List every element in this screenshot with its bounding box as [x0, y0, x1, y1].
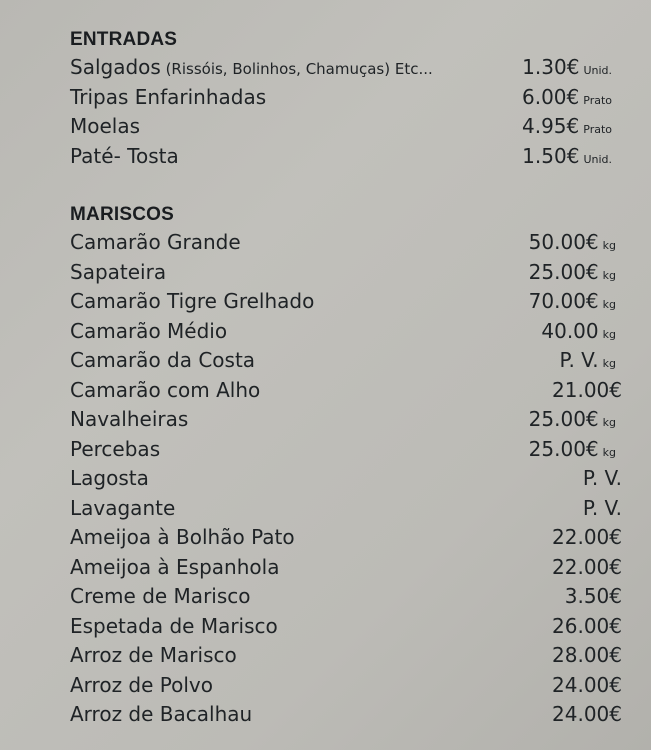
- menu-item: [70, 612, 622, 642]
- item-name: Percebas: [70, 436, 161, 461]
- item-price: 26.00€: [552, 613, 622, 638]
- item-unit: Prato: [583, 123, 612, 136]
- section-title: ENTRADAS: [70, 29, 178, 50]
- item-price: 25.00€: [528, 407, 599, 431]
- menu-item: [70, 228, 616, 258]
- item-price: 6.00€: [521, 84, 580, 109]
- item-unit: Unid.: [583, 64, 612, 77]
- item-price: 22.00€: [552, 525, 622, 549]
- item-name: Navalheiras: [70, 407, 189, 431]
- section-title: MARISCOS: [70, 204, 174, 225]
- item-price: 3.50€: [564, 584, 622, 608]
- menu-item: [70, 671, 622, 701]
- item-price: 24.00€: [552, 672, 622, 697]
- section-spacer: [70, 171, 625, 202]
- item-unit: Unid.: [583, 152, 612, 166]
- menu-item: [70, 641, 622, 671]
- item-unit: kg: [602, 239, 616, 252]
- section-mariscos: [70, 202, 625, 730]
- item-price: 1.30€: [522, 55, 580, 79]
- item-price: 40.00: [541, 318, 599, 343]
- item-unit: kg: [602, 327, 616, 341]
- item-unit: kg: [602, 268, 616, 282]
- item-name: Arroz de Marisco: [70, 643, 237, 667]
- item-name: Camarão Tigre Grelhado: [70, 289, 315, 313]
- item-unit: Prato: [583, 93, 612, 107]
- menu-item: [70, 258, 616, 288]
- menu-item: [70, 553, 622, 583]
- item-price: 22.00€: [552, 554, 622, 579]
- item-price: 1.50€: [522, 143, 580, 168]
- item-price: P. V.: [582, 466, 622, 490]
- menu-item: [70, 464, 622, 494]
- menu-item-salgados: [70, 53, 612, 83]
- item-name: Creme de Marisco: [70, 584, 251, 608]
- item-name: Camarão da Costa: [70, 348, 256, 372]
- menu-item: [70, 435, 616, 465]
- item-name: Lavagante: [70, 495, 176, 520]
- menu-item: [70, 317, 616, 347]
- item-price: P. V.: [582, 495, 622, 520]
- item-unit: kg: [602, 416, 616, 429]
- item-name: Moelas: [70, 114, 141, 138]
- menu-item: [70, 494, 622, 524]
- menu-item-pate-tosta: [70, 142, 612, 172]
- item-price: 4.95€: [521, 114, 580, 138]
- item-name: Lagosta: [70, 466, 149, 490]
- item-name: Arroz de Polvo: [70, 672, 213, 697]
- item-name: Sapateira: [70, 259, 167, 284]
- item-price: 25.00€: [528, 259, 599, 284]
- item-name: Espetada de Marisco: [70, 613, 278, 638]
- item-price: 28.00€: [552, 643, 622, 667]
- item-name: Salgados: [70, 55, 161, 79]
- item-unit: kg: [602, 445, 616, 459]
- menu-item-moelas: [70, 112, 612, 142]
- item-price: P. V.: [559, 348, 599, 372]
- item-unit: kg: [602, 298, 616, 311]
- menu-item: [70, 700, 622, 730]
- menu-item: [70, 346, 616, 376]
- section-entradas: [70, 27, 625, 171]
- item-unit: kg: [602, 357, 616, 370]
- item-price: 24.00€: [552, 702, 622, 726]
- menu-item-tripas: [70, 83, 612, 113]
- item-name: Arroz de Bacalhau: [70, 702, 253, 726]
- item-name: Camarão Médio: [70, 318, 228, 343]
- item-price: 70.00€: [528, 289, 599, 313]
- item-price: 21.00€: [552, 377, 622, 402]
- item-name: Tripas Enfarinhadas: [70, 84, 267, 109]
- item-price: 25.00€: [528, 436, 599, 461]
- item-name: Paté- Tosta: [70, 143, 179, 168]
- menu-card: [70, 27, 625, 730]
- item-name: Ameijoa à Espanhola: [70, 554, 280, 579]
- item-price: 50.00€: [528, 230, 599, 254]
- menu-item: [70, 376, 622, 406]
- menu-item: [70, 523, 622, 553]
- menu-item: [70, 582, 622, 612]
- menu-item: [70, 287, 616, 317]
- menu-item: [70, 405, 616, 435]
- item-description: (Rissóis, Bolinhos, Chamuças) Etc...: [160, 60, 433, 78]
- item-name: Camarão com Alho: [70, 377, 261, 402]
- item-name: Ameijoa à Bolhão Pato: [70, 525, 295, 549]
- item-name: Camarão Grande: [70, 230, 241, 254]
